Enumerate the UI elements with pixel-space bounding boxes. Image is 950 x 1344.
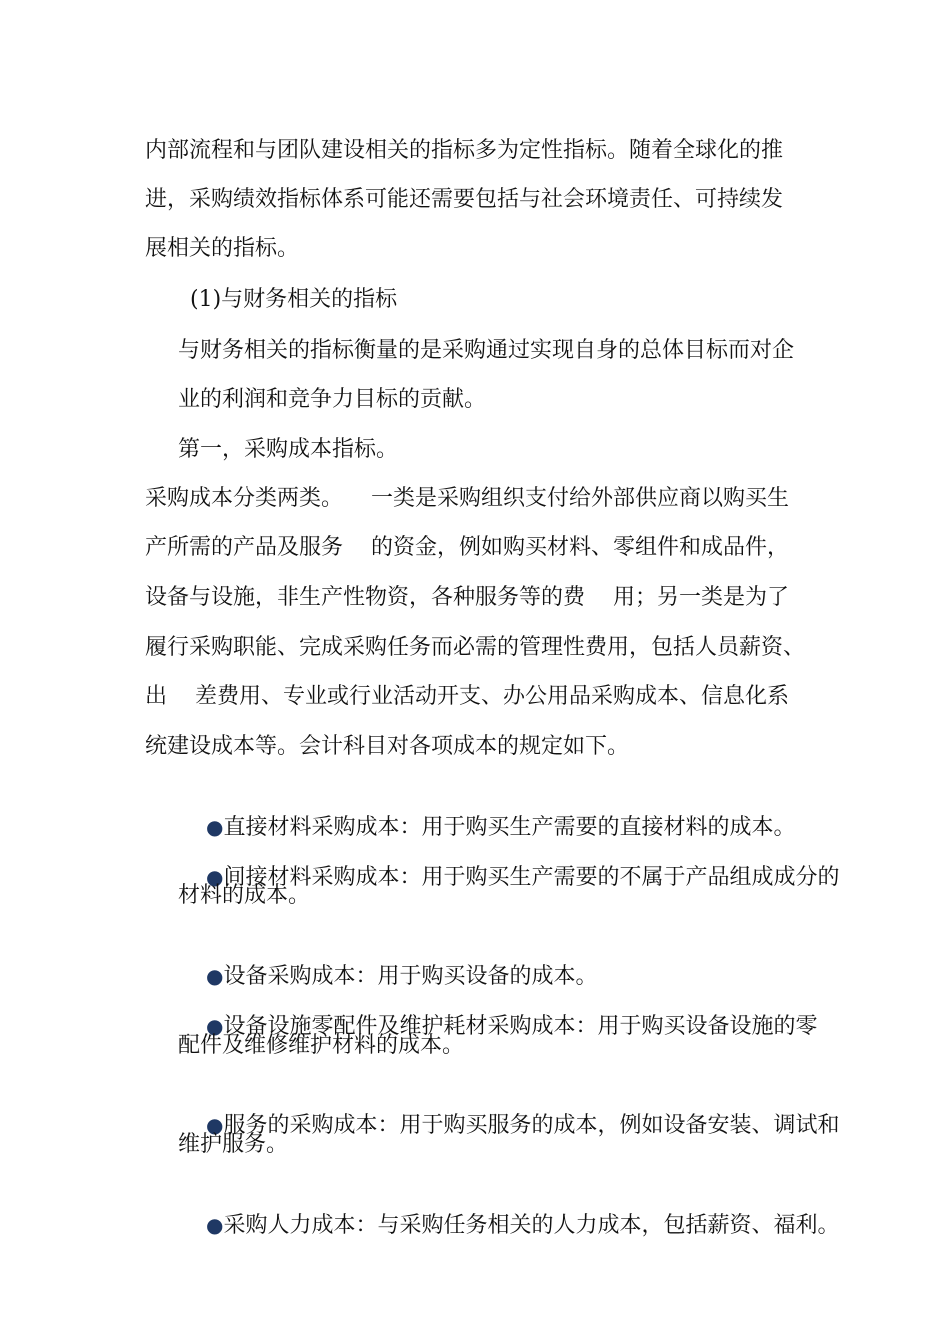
paragraph-line: 产所需的产品及服务 的资金，例如购买材料、零组件和成品件， <box>145 535 789 560</box>
list-item-continuation: 材料的成本。 <box>178 883 311 908</box>
list-item-continuation: 配件及维修维护材料的成本。 <box>178 1033 465 1058</box>
bullet-icon: ● <box>205 1113 224 1137</box>
list-item-text: 采购人力成本：与采购任务相关的人力成本，包括薪资、福利。 <box>223 1213 840 1238</box>
list-item <box>178 832 840 890</box>
bullet-icon: ● <box>205 964 224 988</box>
list-item <box>178 782 796 840</box>
list-item <box>178 1080 840 1138</box>
bullet-icon: ● <box>205 1014 224 1038</box>
list-item-text: 间接材料采购成本：用于购买生产需要的不属于产品组成成分的 <box>223 865 840 890</box>
subheading: 第一，采购成本指标。 <box>178 437 399 462</box>
list-item-text: 服务的采购成本：用于购买服务的成本，例如设备安装、调试和 <box>223 1113 840 1138</box>
paragraph-line: 与财务相关的指标衡量的是采购通过实现自身的总体目标而对企 <box>178 338 795 363</box>
list-item-text: 设备采购成本：用于购买设备的成本。 <box>223 964 598 989</box>
paragraph-line: 统建设成本等。会计科目对各项成本的规定如下。 <box>145 734 630 759</box>
paragraph-line: 采购成本分类两类。 一类是采购组织支付给外部供应商以购买生 <box>145 486 789 511</box>
list-item <box>178 931 598 989</box>
list-item-text: 设备设施零配件及维护耗材采购成本：用于购买设备设施的零 <box>223 1014 818 1039</box>
bullet-icon: ● <box>205 1213 224 1237</box>
list-item-continuation: 维护服务。 <box>178 1132 289 1157</box>
paragraph-line: 业的利润和竞争力目标的贡献。 <box>178 387 487 412</box>
list-item <box>178 1180 840 1238</box>
paragraph-line: 履行采购职能、完成采购任务而必需的管理性费用，包括人员薪资、 <box>145 635 806 660</box>
list-item <box>178 981 818 1039</box>
paragraph-line: 内部流程和与团队建设相关的指标多为定性指标。随着全球化的推 <box>145 138 784 163</box>
paragraph-line: 进，采购绩效指标体系可能还需要包括与社会环境责任、可持续发 <box>145 187 784 212</box>
bullet-icon: ● <box>205 815 224 839</box>
paragraph-line: 展相关的指标。 <box>145 236 300 261</box>
paragraph-line: 出 差费用、专业或行业活动开支、办公用品采购成本、信息化系 <box>145 684 789 709</box>
paragraph-line: 设备与设施，非生产性物资，各种服务等的费 用；另一类是为了 <box>145 585 789 610</box>
section-heading: (1)与财务相关的指标 <box>190 287 398 312</box>
list-item-text: 直接材料采购成本：用于购买生产需要的直接材料的成本。 <box>223 815 796 840</box>
bullet-icon: ● <box>205 865 224 889</box>
